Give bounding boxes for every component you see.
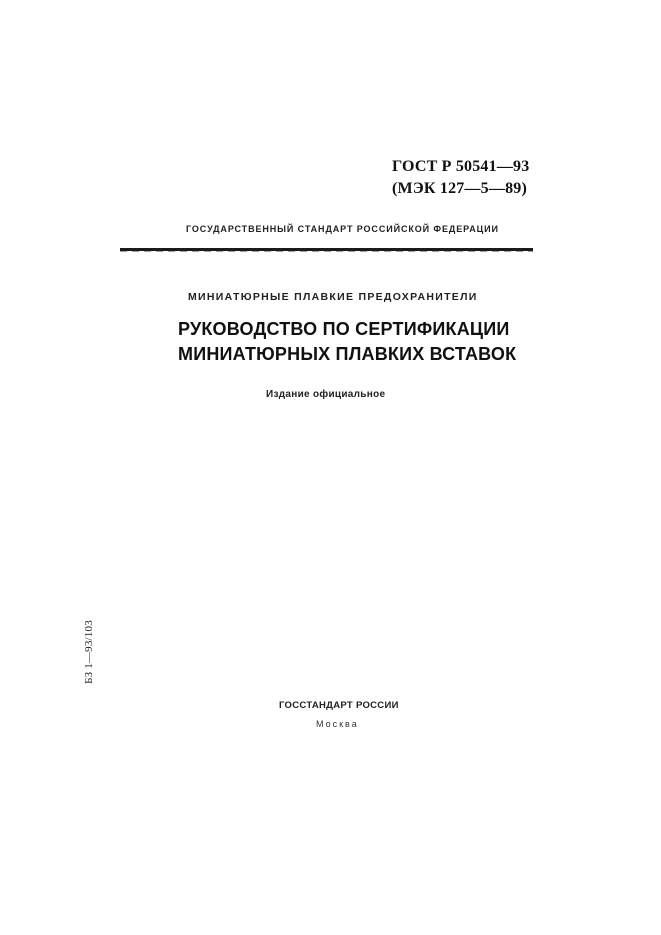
standard-designation	[392, 156, 542, 200]
gost-number: ГОСТ Р 50541—93	[392, 158, 530, 175]
edition-label: Издание официальное	[266, 389, 386, 400]
state-standard-heading: ГОСУДАРСТВЕННЫЙ СТАНДАРТ РОССИЙСКОЙ ФЕДЕРАЦИИ	[186, 224, 499, 234]
document-title	[178, 317, 538, 367]
document-title-line-1: РУКОВОДСТВО ПО СЕРТИФИКАЦИИ	[178, 319, 510, 339]
side-catalog-code: БЗ 1—93/103	[83, 620, 95, 684]
header-rule	[120, 248, 533, 251]
iec-number: (МЭК 127—5—89)	[392, 180, 528, 197]
document-title-line-2: МИНИАТЮРНЫХ ПЛАВКИХ ВСТАВОК	[178, 344, 517, 364]
document-subtitle: МИНИАТЮРНЫЕ ПЛАВКИЕ ПРЕДОХРАНИТЕЛИ	[188, 291, 478, 303]
publisher-city: Москва	[316, 719, 359, 729]
publisher-name: ГОССТАНДАРТ РОССИИ	[279, 700, 399, 711]
